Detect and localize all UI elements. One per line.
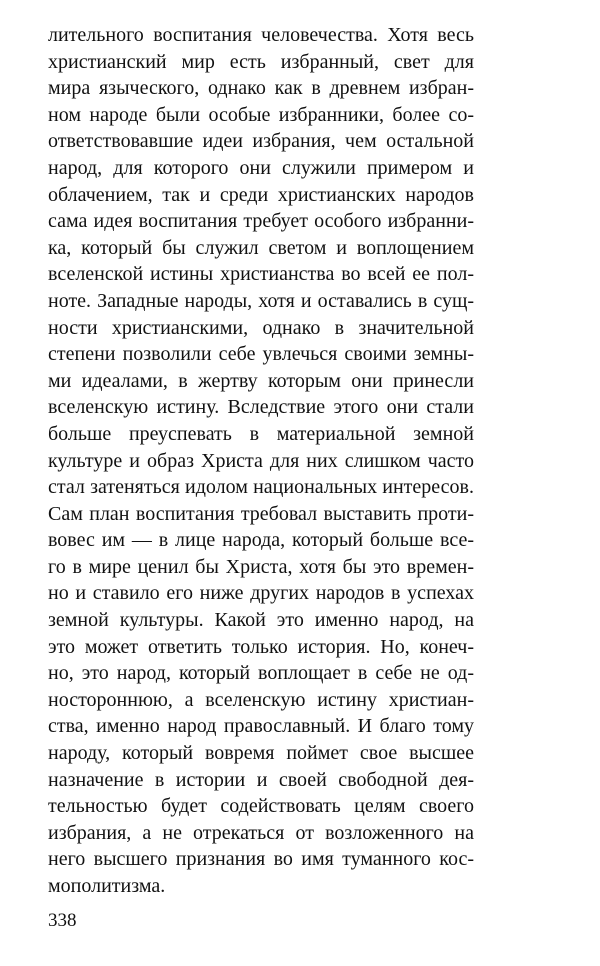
- text-line: христианский мир есть избранный, свет для: [48, 50, 474, 73]
- text-line: облачением, так и среди христианских народов: [48, 183, 474, 206]
- text-line: го в мире ценил бы Христа, хотя бы это времен-: [48, 555, 474, 578]
- body-text: [48, 22, 474, 900]
- text-line: тельностью будет содействовать целям своего: [48, 795, 474, 818]
- text-line: Сам план воспитания требовал выставить проти-: [48, 502, 474, 525]
- text-line: назначение в истории и своей свободной дея-: [48, 768, 474, 791]
- text-line: ноте. Западные народы, хотя и оставались в сущ-: [48, 289, 474, 312]
- text-line: ми идеалами, в жертву которым они принесли: [48, 369, 474, 392]
- text-line: ности христианскими, однако в значительной: [48, 316, 474, 339]
- text-line: но, это народ, который воплощает в себе не од-: [48, 662, 474, 685]
- text-line: культуре и образ Христа для них слишком часто: [48, 449, 474, 472]
- text-line: лительного воспитания человечества. Хотя весь: [48, 24, 474, 46]
- text-line: но и ставило его ниже других народов в успехах: [48, 582, 474, 605]
- text-line: вселенскую истину. Вследствие этого они стали: [48, 396, 474, 419]
- text-line: ностороннюю, а вселенскую истину христиан-: [48, 688, 474, 711]
- text-line: ка, который бы служил светом и воплощением: [48, 236, 474, 259]
- text-line: это может ответить только история. Но, конеч-: [48, 635, 474, 658]
- text-line: мира языческого, однако как в древнем избран-: [48, 77, 474, 100]
- text-line: избрания, а не отрекаться от возложенного на: [48, 821, 474, 844]
- text-line: ном народе были особые избранники, более со-: [48, 103, 474, 126]
- text-line: ства, именно народ православный. И благо тому: [48, 715, 474, 738]
- text-line: земной культуры. Какой это именно народ, на: [48, 609, 474, 632]
- text-line: мополитизма.: [48, 875, 166, 897]
- text-line: него высшего признания во имя туманного кос-: [48, 848, 474, 871]
- text-line: стал затеняться идолом национальных интересов.: [48, 476, 474, 499]
- text-line: народу, который вовремя поймет свое высшее: [48, 742, 474, 765]
- page-number: 338: [48, 910, 77, 931]
- text-line: степени позволили себе увлечься своими земны-: [48, 343, 474, 366]
- text-line: вовес им — в лице народа, который больше все-: [48, 529, 474, 552]
- text-line: сама идея воспитания требует особого избранни-: [48, 210, 474, 233]
- text-line: ответствовавшие идеи избрания, чем остальной: [48, 130, 474, 153]
- text-line: народ, для которого они служили примером и: [48, 156, 474, 179]
- text-line: больше преуспевать в материальной земной: [48, 422, 474, 445]
- text-line: вселенской истины христианства во всей ее пол-: [48, 263, 474, 286]
